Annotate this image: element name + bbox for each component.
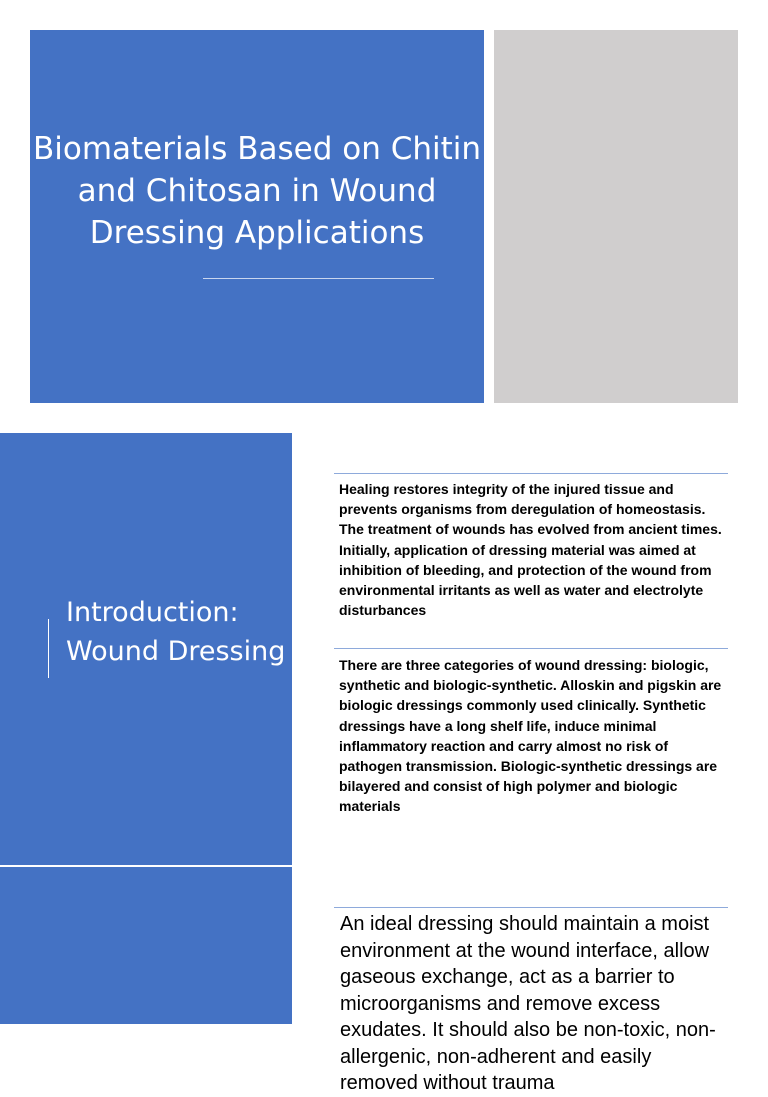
intro-paragraph-1: Healing restores integrity of the injured tissue and prevents organisms from deregulation of homeostasis. The treatment of wounds has evolved from ancient times. Initially, application of dressing material was aimed at inhibition of bleeding, and protection of the wound from environmental irritants as well as water and electrolyte disturbances — [339, 481, 722, 619]
paragraph-divider — [334, 473, 728, 474]
intro-slide-heading: Introduction: Wound Dressing — [66, 597, 286, 667]
image-placeholder — [494, 30, 738, 403]
ideal-dressing-paragraph: An ideal dressing should maintain a moist environment at the wound interface, allow gaseous exchange, act as a barrier to microorganisms and remove excess exudates. It should also be non-toxic, non-allergenic, non-adherent and easily removed without trauma — [340, 913, 716, 1094]
intro-paragraph-2: There are three categories of wound dressing: biologic, synthetic and biologic-synthetic. Alloskin and pigskin are biologic dressings commonly used clinically. Synthetic dressings have a long shelf life, induce minimal inflammatory reaction and carry almost no risk of pathogen transmission. Biologic-synthetic dressings are bilayered and consist of high polymer and biologic materials — [339, 657, 722, 815]
title-slide-heading: Biomaterials Based on Chitin and Chitosan in Wound Dressing Applications — [32, 131, 482, 251]
title-underline — [203, 278, 434, 279]
paragraph-divider — [334, 907, 728, 908]
title-slide-panel — [30, 30, 484, 403]
heading-accent-bar — [48, 619, 49, 678]
ideal-dressing-slide-panel — [0, 867, 292, 1024]
paragraph-divider — [334, 648, 728, 649]
intro-slide-panel — [0, 433, 292, 865]
